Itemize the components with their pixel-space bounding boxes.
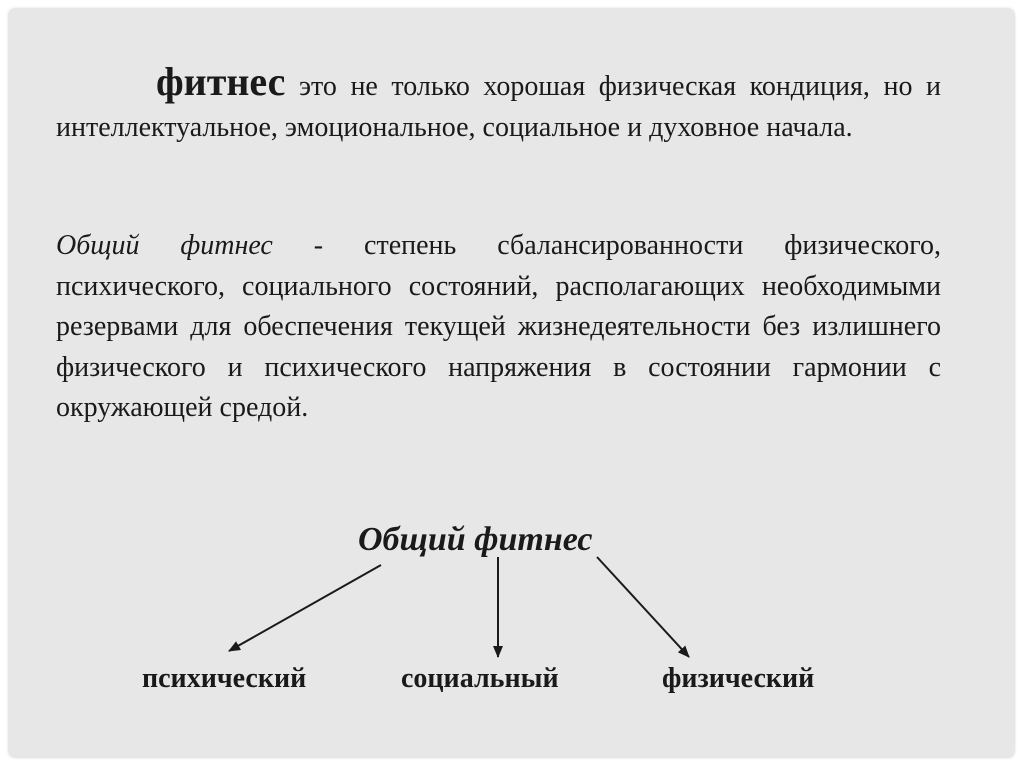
branch-physical: физический [662,663,815,694]
branch-social: социальный [401,663,559,694]
arrow-to-physical [597,557,689,657]
slide [9,9,1014,757]
diagram-arrows [9,9,1014,757]
definition-fitness-text: это не только хорошая физическая кондиция, но и интеллектуальное, эмоциональное, социальное и духовное начала. [56,71,941,143]
arrow-to-psychological [229,565,381,651]
term-general-fitness: Общий фитнес [56,230,273,261]
diagram-title: Общий фитнес [358,521,593,558]
definition-general-fitness-text: - степень сбалансированности физического, психического, социального состояний, располагающих необходимыми резервами для обеспечения текущей жизнедеятельности без излишнего физического и психического напряжения в состоянии гармонии с окружающей средой. [56,230,942,423]
branch-psychological: психический [142,663,307,694]
term-fitness: фитнес [156,59,286,104]
